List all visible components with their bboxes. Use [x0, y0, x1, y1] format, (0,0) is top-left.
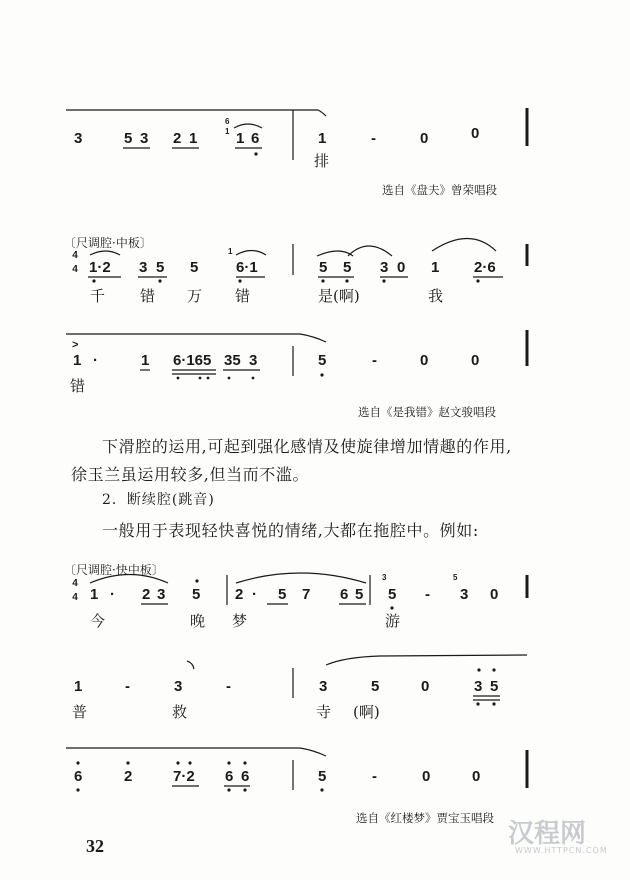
note: 1 [141, 352, 150, 369]
note: 3 [74, 130, 83, 147]
note: 5 [319, 259, 328, 276]
note: 1 [318, 130, 327, 147]
source-citation: 选自《是我错》赵文骏唱段 [358, 405, 496, 419]
note: 1 [431, 259, 440, 276]
lyric: 万 [187, 287, 203, 305]
note: 6·165 [173, 352, 212, 369]
note: 7·2 [173, 768, 195, 785]
dot: · [252, 586, 257, 603]
note: 5 [278, 586, 287, 603]
note: 5 [192, 586, 201, 603]
note: 2 [124, 768, 133, 785]
grace-note: 6 [225, 117, 230, 126]
rest: 0 [397, 259, 406, 276]
note: 6 [74, 768, 83, 785]
note: 5 [318, 352, 327, 369]
lyric: 晚 [190, 612, 206, 630]
note: 3 [319, 678, 328, 695]
tempo-marking: 〔尺调腔·中板〕 [64, 236, 152, 250]
dash: - [226, 678, 231, 695]
note: 6 [340, 586, 349, 603]
note: 2·6 [474, 259, 496, 276]
note: 5 [371, 678, 380, 695]
dot: · [110, 586, 115, 603]
lyric: 是(啊) [318, 287, 360, 305]
note: 7 [302, 586, 311, 603]
section-heading: 2．断续腔(跳音) [102, 492, 215, 508]
note: 1 [189, 130, 198, 147]
note: 6 [251, 130, 260, 147]
note: 3 [139, 259, 148, 276]
note: 5 [318, 768, 327, 785]
rest: 0 [420, 352, 429, 369]
grace-note: 5 [453, 573, 458, 582]
source-citation: 选自《红楼梦》贾宝玉唱段 [356, 811, 494, 825]
source-citation: 选自《盘夫》曾荣唱段 [382, 183, 497, 197]
watermark-url: WWW.HTTPCN.COM [515, 846, 608, 855]
note: 2 [173, 130, 182, 147]
rest: 0 [472, 768, 481, 785]
rest: 0 [490, 586, 499, 603]
dash: - [372, 768, 377, 785]
note: 5 [490, 678, 499, 695]
watermark-text: 汉程网 [508, 819, 587, 849]
note: 35 [224, 352, 241, 369]
lyric: 普 [72, 703, 88, 721]
note: 1·2 [89, 259, 111, 276]
note: 1 [90, 586, 99, 603]
note: 1 [73, 352, 82, 369]
lyric: 排 [314, 152, 330, 170]
dot: · [93, 352, 98, 369]
paragraph-line: 徐玉兰虽运用较多,但当而不滥。 [71, 465, 310, 484]
lyric: 寺 [316, 703, 332, 721]
lyric: 错 [140, 287, 156, 305]
tempo-marking: 〔尺调腔·快中板〕 [64, 563, 164, 577]
dash: - [371, 130, 376, 147]
note: 6 [241, 768, 250, 785]
lyric: 千 [90, 287, 106, 305]
note: 5 [190, 259, 199, 276]
note: 5 [388, 586, 397, 603]
rest: 0 [471, 125, 480, 142]
note: 6·1 [236, 259, 258, 276]
rest: 0 [471, 352, 480, 369]
note: 6 [225, 768, 234, 785]
grace-note: 1 [228, 247, 233, 256]
dash: - [372, 352, 377, 369]
lyric: 我 [428, 287, 444, 305]
paragraph-line: 一般用于表现轻快喜悦的情绪,大都在拖腔中。例如: [102, 521, 479, 540]
grace-note: 3 [382, 573, 387, 582]
note: 3 [249, 352, 258, 369]
dash: - [425, 586, 430, 603]
note: 3 [174, 678, 183, 695]
lyric: 错 [235, 287, 251, 305]
lyric: 今 [90, 612, 106, 630]
note: 3 [460, 586, 469, 603]
dash: - [125, 678, 130, 695]
time-signature-bottom: 4 [72, 592, 78, 603]
time-signature-bottom: 4 [72, 264, 78, 275]
note: 3 [380, 259, 389, 276]
note: 1 [74, 678, 83, 695]
accent-mark: > [72, 339, 79, 351]
lyric: (啊) [353, 703, 380, 721]
paragraph-line: 下滑腔的运用,可起到强化感情及使旋律增加情趣的作用, [102, 437, 512, 456]
time-signature-top: 4 [72, 578, 78, 589]
note: 5 [355, 586, 364, 603]
note: 1 [236, 130, 245, 147]
grace-note: 1 [225, 127, 230, 136]
note: 5 [156, 259, 165, 276]
note: 2 [235, 586, 244, 603]
note: 3 [474, 678, 483, 695]
lyric: 错 [70, 377, 86, 395]
lyric: 梦 [232, 612, 248, 630]
rest: 0 [420, 130, 429, 147]
lyric: 游 [385, 612, 401, 630]
note: 5 [343, 259, 352, 276]
note: 3 [157, 586, 166, 603]
page-number: 32 [86, 836, 104, 856]
lyric: 救 [172, 703, 188, 721]
note: 2 [142, 586, 151, 603]
note: 5 [124, 130, 133, 147]
rest: 0 [421, 678, 430, 695]
time-signature-top: 4 [72, 250, 78, 261]
note: 3 [140, 130, 149, 147]
rest: 0 [422, 768, 431, 785]
